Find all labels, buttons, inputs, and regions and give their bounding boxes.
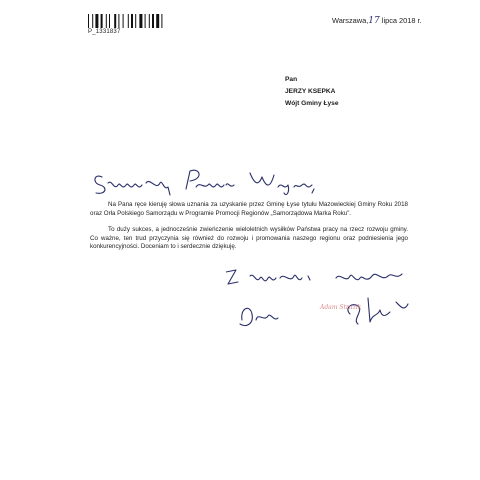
barcode-bar xyxy=(118,14,119,28)
barcode-label xyxy=(88,14,166,35)
barcode-bar xyxy=(139,14,142,28)
barcode-bar xyxy=(95,14,98,28)
paragraph-achievement: To duży sukces, a jednocześnie zwieńczenie wieloletnich wysiłków Państwa pracy na rzecz rozwoju gminy. Co ważne, ten trud przyczynia się również do rozwoju i promowania naszego regionu oraz podniesienia jego konkurencyjności. Doceniam to i serdecznie dziękuję. xyxy=(90,226,408,251)
barcode-bar xyxy=(128,14,129,28)
handwritten-closing-and-signature xyxy=(226,262,422,336)
signature-name-stamp: Adam Struzik xyxy=(320,304,362,311)
barcode-bar xyxy=(106,14,107,28)
barcode-number: P_1331837 xyxy=(88,29,121,35)
recipient-name: JERZY KSEPKA xyxy=(285,88,336,95)
date-text: lipca 2018 r. xyxy=(381,16,422,25)
place-and-date xyxy=(332,16,422,26)
letter-body xyxy=(90,201,408,260)
barcode-bar xyxy=(156,14,159,28)
barcode-bar xyxy=(145,14,146,28)
recipient-role: Wójt Gminy Łyse xyxy=(285,100,339,107)
barcode-graphic xyxy=(88,14,166,28)
handwritten-salutation xyxy=(90,163,320,199)
barcode-bar xyxy=(161,14,162,28)
handwritten-day: 17 xyxy=(368,16,380,26)
place-text: Warszawa, xyxy=(332,16,369,25)
barcode-bar xyxy=(152,14,154,28)
barcode-bar xyxy=(149,14,150,28)
recipient-title: Pan xyxy=(285,76,298,83)
barcode-bar xyxy=(88,14,89,28)
barcode-bar xyxy=(131,14,133,28)
barcode-bar xyxy=(123,14,124,28)
recipient-block xyxy=(285,74,339,110)
barcode-bar xyxy=(114,14,116,28)
barcode-bar xyxy=(101,14,103,28)
salutation-text: Szanowny Panie Wójcie, xyxy=(90,198,102,199)
barcode-bar xyxy=(109,14,110,28)
barcode-bar xyxy=(135,14,136,28)
barcode-bar xyxy=(92,14,93,28)
paragraph-congratulations: Na Pana ręce kieruję słowa uznania za uzyskanie przez Gminę Łyse tytułu Mazowieckiej Gminy Roku 2018 oraz Orła Polskiego Samorządu w Programie Promocji Regionów „Samorządowa Marka Roku”. xyxy=(90,201,408,217)
